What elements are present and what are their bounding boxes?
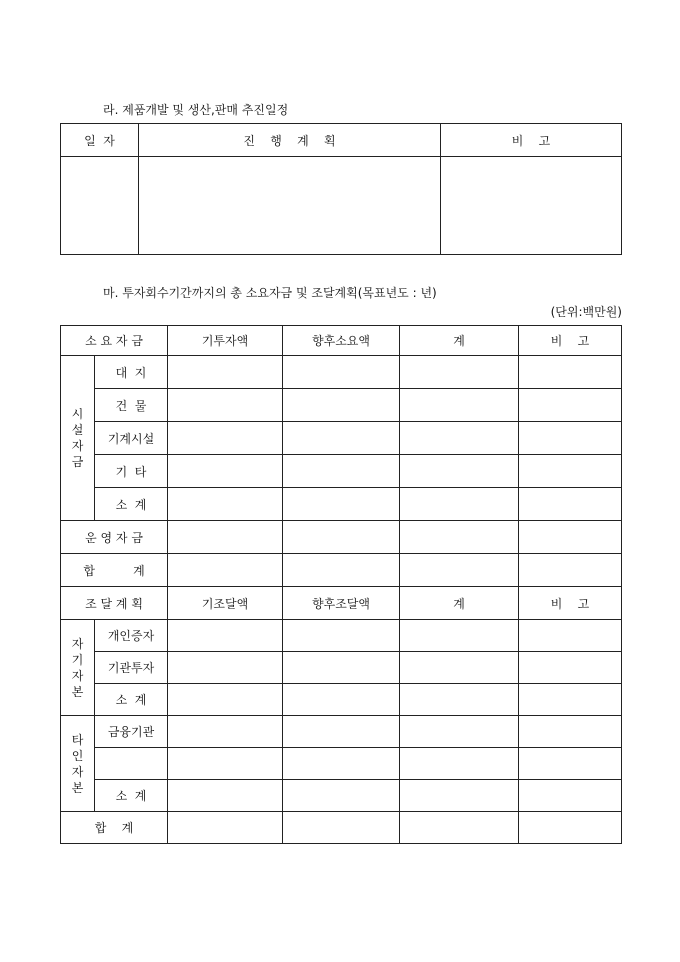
- input-cell[interactable]: [519, 389, 622, 422]
- facility-row-label: 건 물: [95, 389, 168, 422]
- input-cell[interactable]: [168, 488, 283, 521]
- other-row-label: 소 계: [95, 780, 168, 812]
- input-cell[interactable]: [168, 455, 283, 488]
- input-cell[interactable]: [519, 748, 622, 780]
- own-capital-group-label: 자 기 자 본: [61, 620, 95, 716]
- grand-total-label: 합 계: [61, 812, 168, 844]
- fund-header-label: 조 달 계 획: [61, 587, 168, 620]
- input-cell[interactable]: [519, 716, 622, 748]
- schedule-remarks-cell[interactable]: [441, 157, 622, 255]
- header-plan: 진 행 계 획: [139, 124, 441, 157]
- facility-row-label: 소 계: [95, 488, 168, 521]
- input-cell[interactable]: [283, 620, 400, 652]
- other-row-label: 금융기관: [95, 716, 168, 748]
- operating-funds-label: 운 영 자 금: [61, 521, 168, 554]
- input-cell[interactable]: [519, 521, 622, 554]
- section-ra-title: 라. 제품개발 및 생산,판매 추진일정: [103, 103, 289, 117]
- input-cell[interactable]: [283, 389, 400, 422]
- input-cell[interactable]: [519, 684, 622, 716]
- input-cell[interactable]: [519, 780, 622, 812]
- input-cell[interactable]: [168, 389, 283, 422]
- input-cell[interactable]: [519, 488, 622, 521]
- section-ma-title: 마. 투자회수기간까지의 총 소요자금 및 조달계획(목표년도 : 년): [103, 286, 437, 300]
- schedule-table: [60, 123, 622, 255]
- facility-row-label: 기 타: [95, 455, 168, 488]
- fund-header-raised: 기조달액: [168, 587, 283, 620]
- req-header-future: 향후소요액: [283, 326, 400, 356]
- facility-group-label: 시 설 자 금: [61, 356, 95, 521]
- req-header-label: 소 요 자 금: [61, 326, 168, 356]
- input-cell[interactable]: [400, 422, 519, 455]
- input-cell[interactable]: [283, 652, 400, 684]
- input-cell[interactable]: [283, 684, 400, 716]
- header-remarks: 비 고: [441, 124, 622, 157]
- input-cell[interactable]: [283, 422, 400, 455]
- fund-header-total: 계: [400, 587, 519, 620]
- header-date: 일 자: [61, 124, 139, 157]
- input-cell[interactable]: [283, 716, 400, 748]
- input-cell[interactable]: [400, 620, 519, 652]
- req-header-total: 계: [400, 326, 519, 356]
- funding-table: [60, 325, 622, 844]
- input-cell[interactable]: [400, 554, 519, 587]
- input-cell[interactable]: [400, 812, 519, 844]
- input-cell[interactable]: [400, 748, 519, 780]
- input-cell[interactable]: [283, 780, 400, 812]
- own-row-label: 소 계: [95, 684, 168, 716]
- input-cell[interactable]: [168, 356, 283, 389]
- input-cell[interactable]: [519, 455, 622, 488]
- req-header-remarks: 비 고: [519, 326, 622, 356]
- other-capital-group-label: 타 인 자 본: [61, 716, 95, 812]
- input-cell[interactable]: [283, 488, 400, 521]
- input-cell[interactable]: [519, 554, 622, 587]
- input-cell[interactable]: [519, 356, 622, 389]
- own-row-label: 기관투자: [95, 652, 168, 684]
- input-cell[interactable]: [400, 356, 519, 389]
- input-cell[interactable]: [400, 780, 519, 812]
- input-cell[interactable]: [400, 652, 519, 684]
- input-cell[interactable]: [400, 488, 519, 521]
- input-cell[interactable]: [283, 521, 400, 554]
- total-label: 합 계: [61, 554, 168, 587]
- input-cell[interactable]: [283, 455, 400, 488]
- input-cell[interactable]: [283, 554, 400, 587]
- input-cell[interactable]: [168, 780, 283, 812]
- input-cell[interactable]: [519, 620, 622, 652]
- input-cell[interactable]: [283, 356, 400, 389]
- schedule-plan-cell[interactable]: [139, 157, 441, 255]
- fund-header-remarks: 비 고: [519, 587, 622, 620]
- input-cell[interactable]: [168, 684, 283, 716]
- input-cell[interactable]: [519, 812, 622, 844]
- input-cell[interactable]: [168, 748, 283, 780]
- input-cell[interactable]: [519, 422, 622, 455]
- req-header-invested: 기투자액: [168, 326, 283, 356]
- other-row-label-blank[interactable]: [95, 748, 168, 780]
- input-cell[interactable]: [168, 652, 283, 684]
- input-cell[interactable]: [168, 554, 283, 587]
- input-cell[interactable]: [400, 684, 519, 716]
- facility-row-label: 기계시설: [95, 422, 168, 455]
- input-cell[interactable]: [168, 521, 283, 554]
- input-cell[interactable]: [400, 455, 519, 488]
- unit-label: (단위:백만원): [550, 305, 622, 319]
- schedule-date-cell[interactable]: [61, 157, 139, 255]
- input-cell[interactable]: [168, 716, 283, 748]
- input-cell[interactable]: [400, 716, 519, 748]
- fund-header-future: 향후조달액: [283, 587, 400, 620]
- input-cell[interactable]: [168, 422, 283, 455]
- own-row-label: 개인증자: [95, 620, 168, 652]
- input-cell[interactable]: [168, 620, 283, 652]
- input-cell[interactable]: [168, 812, 283, 844]
- input-cell[interactable]: [519, 652, 622, 684]
- input-cell[interactable]: [283, 748, 400, 780]
- input-cell[interactable]: [400, 389, 519, 422]
- input-cell[interactable]: [283, 812, 400, 844]
- facility-row-label: 대 지: [95, 356, 168, 389]
- input-cell[interactable]: [400, 521, 519, 554]
